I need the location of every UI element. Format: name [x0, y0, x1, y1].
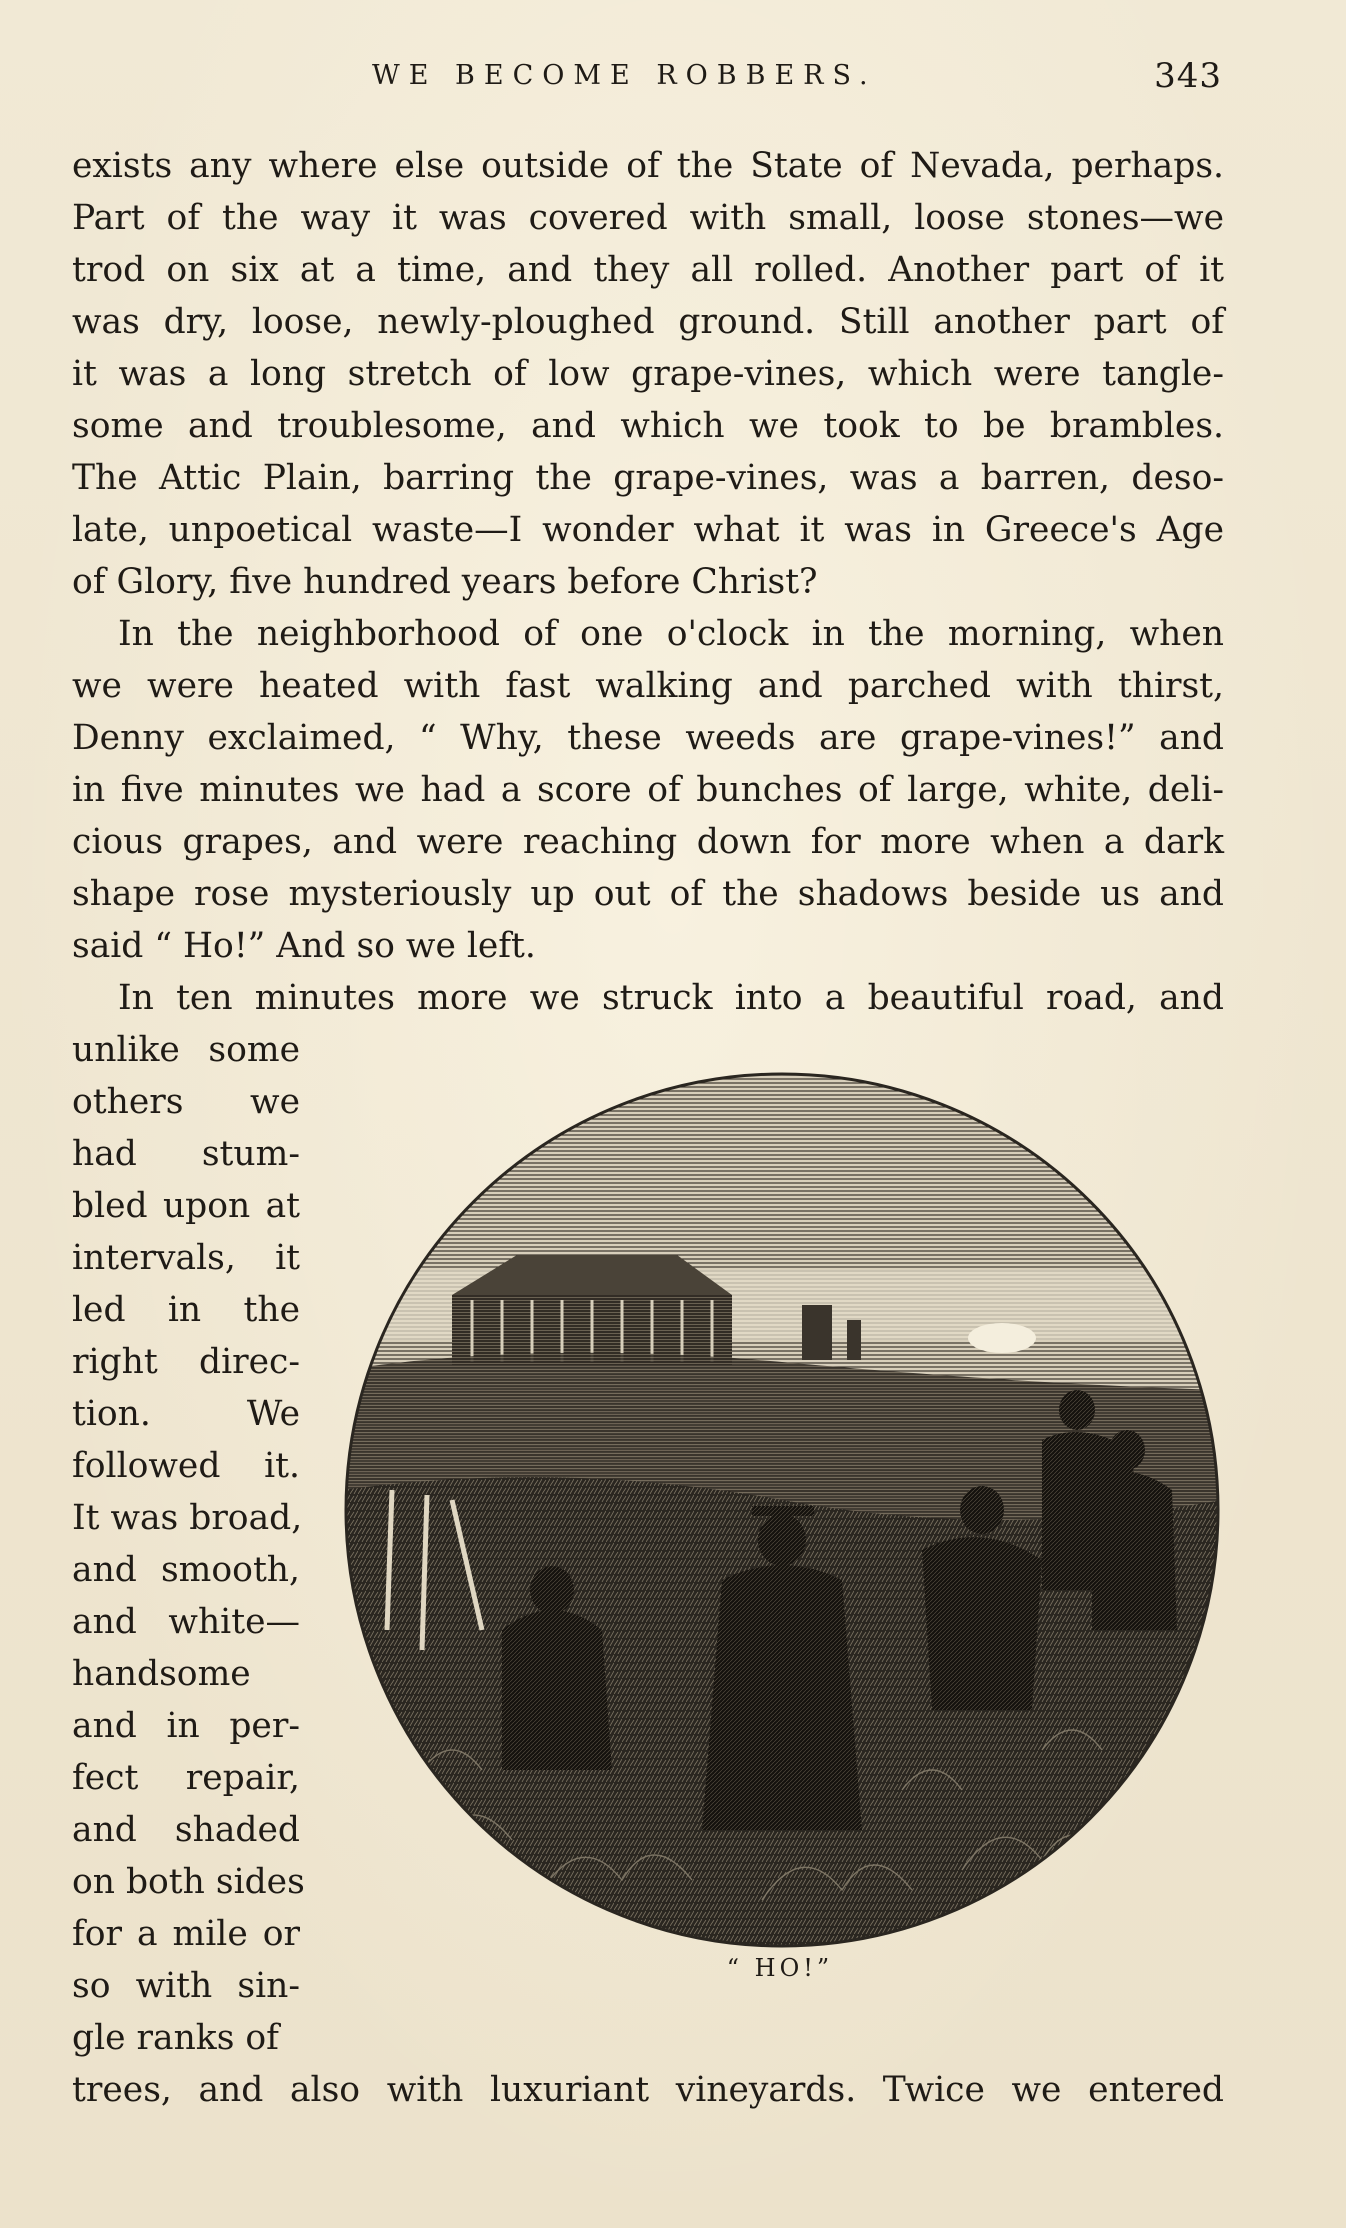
running-title: WE BECOME ROBBERS. — [372, 60, 877, 91]
illustration-caption: “ HO!” — [726, 1954, 834, 1982]
narrow-text-line: fect repair, — [72, 1758, 300, 1798]
text-line: of Glory, five hundred years before Christ? — [72, 562, 818, 602]
text-line: trod on six at a time, and they all rolled. Another part of it — [72, 250, 1224, 290]
narrow-text-line: right direc- — [72, 1342, 300, 1382]
text-line: exists any where else outside of the State of Nevada, perhaps. — [72, 146, 1224, 186]
narrow-text-line: followed it. — [72, 1446, 300, 1486]
narrow-text-line: and in per- — [72, 1706, 300, 1746]
narrow-text-line: bled upon at — [72, 1186, 300, 1226]
moon-drawing — [968, 1323, 1036, 1353]
text-line: cious grapes, and were reaching down for more when a dark — [72, 822, 1224, 862]
text-line: it was a long stretch of low grape-vines, which were tangle- — [72, 354, 1224, 394]
running-head — [72, 56, 1222, 100]
narrow-text-line: and shaded — [72, 1810, 300, 1850]
narrow-text-line: intervals, it — [72, 1238, 300, 1278]
text-line: Part of the way it was covered with small, loose stones—we — [72, 198, 1224, 238]
narrow-text-line: unlike some — [72, 1030, 300, 1070]
text-line: said “ Ho!” And so we left. — [72, 926, 536, 966]
text-line: was dry, loose, newly-ploughed ground. Still another part of — [72, 302, 1224, 342]
text-line: in five minutes we had a score of bunches of large, white, deli- — [72, 770, 1224, 810]
text-line: trees, and also with luxuriant vineyards. Twice we entered — [72, 2070, 1224, 2110]
text-line: Denny exclaimed, “ Why, these weeds are grape-vines!” and — [72, 718, 1224, 758]
text-line: In the neighborhood of one o'clock in the morning, when — [118, 614, 1224, 654]
text-line: we were heated with fast walking and parched with thirst, — [72, 666, 1224, 706]
narrow-text-line: and smooth, — [72, 1550, 300, 1590]
narrow-text-line: tion. We — [72, 1394, 300, 1434]
narrow-text-line: others we — [72, 1082, 300, 1122]
narrow-text-line: on both sides — [72, 1862, 305, 1902]
narrow-text-line: It was broad, — [72, 1498, 303, 1538]
narrow-text-line: and white— — [72, 1602, 300, 1642]
text-line: In ten minutes more we struck into a beautiful road, and — [118, 978, 1224, 1018]
narrow-text-line: handsome — [72, 1654, 251, 1694]
narrow-text-line: for a mile or — [72, 1914, 300, 1954]
text-line: some and troublesome, and which we took to be brambles. — [72, 406, 1224, 446]
narrow-text-line: had stum- — [72, 1134, 300, 1174]
narrow-text-line: gle ranks of — [72, 2018, 279, 2058]
page-number: 343 — [1154, 56, 1222, 96]
engraving-illustration — [342, 1070, 1222, 1950]
text-line: late, unpoetical waste—I wonder what it was in Greece's Age — [72, 510, 1224, 550]
narrow-text-line: led in the — [72, 1290, 300, 1330]
text-line: The Attic Plain, barring the grape-vines, was a barren, deso- — [72, 458, 1224, 498]
text-line: shape rose mysteriously up out of the shadows beside us and — [72, 874, 1224, 914]
narrow-text-line: so with sin- — [72, 1966, 300, 2006]
